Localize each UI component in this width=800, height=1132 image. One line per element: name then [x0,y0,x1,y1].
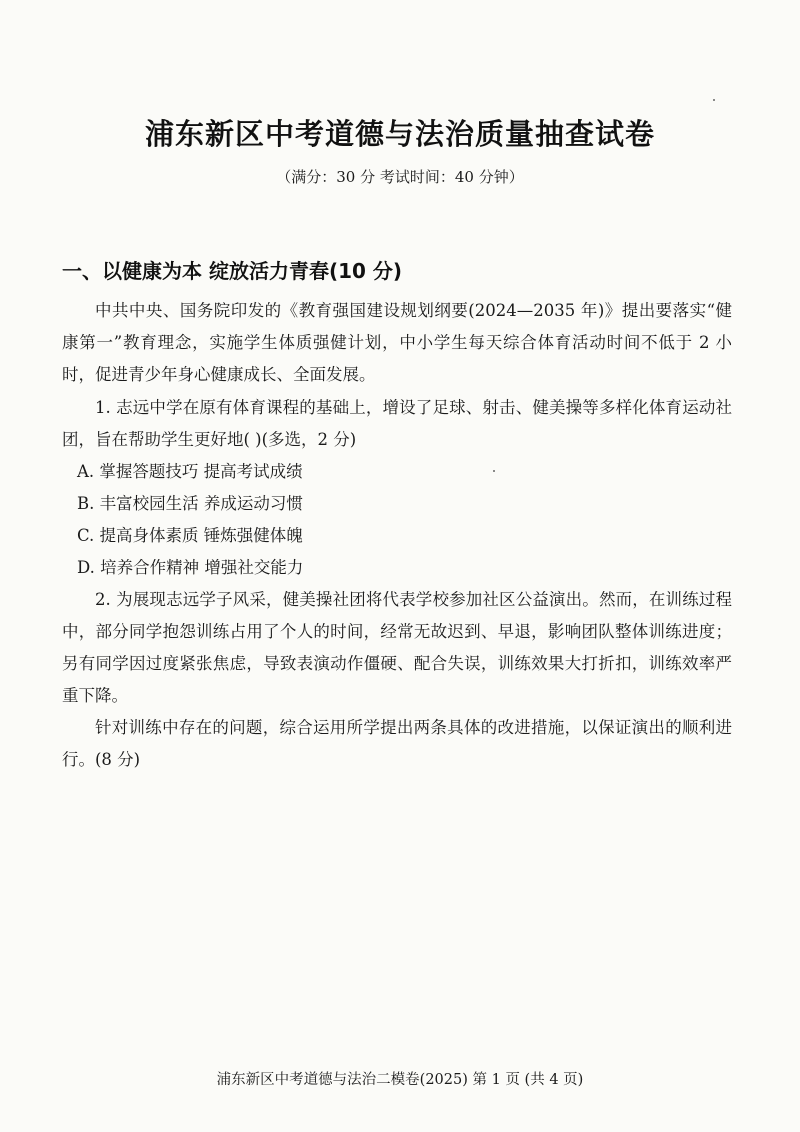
question-1-option-d: D. 培养合作精神 增强社交能力 [77,558,304,577]
page-title: 浦东新区中考道德与法治质量抽查试卷 [144,117,655,151]
section-heading: 一、以健康为本 绽放活力青春(10 分) [62,259,403,283]
question-1-stem: 1. 志远中学在原有体育课程的基础上，增设了足球、射击、健美操等多样化体育运动社团，旨在帮助学生更好地( )(多选，2 分) [62,398,732,449]
question-1-option-b: B. 丰富校园生活 养成运动习惯 [77,494,303,513]
question-2-stem: 2. 为展现志远学子风采，健美操社团将代表学校参加社区公益演出。然而，在训练过程中，部分同学抱怨训练占用了个人的时间，经常无故迟到、早退，影响团队整体训练进度；另有同学因过度紧张焦虑，导致表演动作僵硬、配合失误，训练效果大打折扣，训练效率严重下降。 [62,590,732,705]
page-footer: 浦东新区中考道德与法治二模卷(2025) 第 1 页 (共 4 页) [216,1072,584,1088]
question-1-option-c: C. 提高身体素质 锤炼强健体魄 [77,526,303,545]
scan-speck [713,99,715,101]
scan-speck [493,470,495,472]
exam-info-subtitle: （满分：30 分 考试时间：40 分钟） [276,168,524,186]
question-1-option-a: A. 掌握答题技巧 提高考试成绩 [77,462,303,481]
question-2-task: 针对训练中存在的问题，综合运用所学提出两条具体的改进措施，以保证演出的顺利进行。(8 分) [62,718,732,769]
questions-block [62,392,732,776]
intro-paragraph: 中共中央、国务院印发的《教育强国建设规划纲要(2024—2035 年)》提出要落实“健康第一”教育理念，实施学生体质强健计划，中小学生每天综合体育活动时间不低于 2 小时，促进青少年身心健康成长、全面发展。 [62,301,732,384]
section-intro [62,295,732,391]
